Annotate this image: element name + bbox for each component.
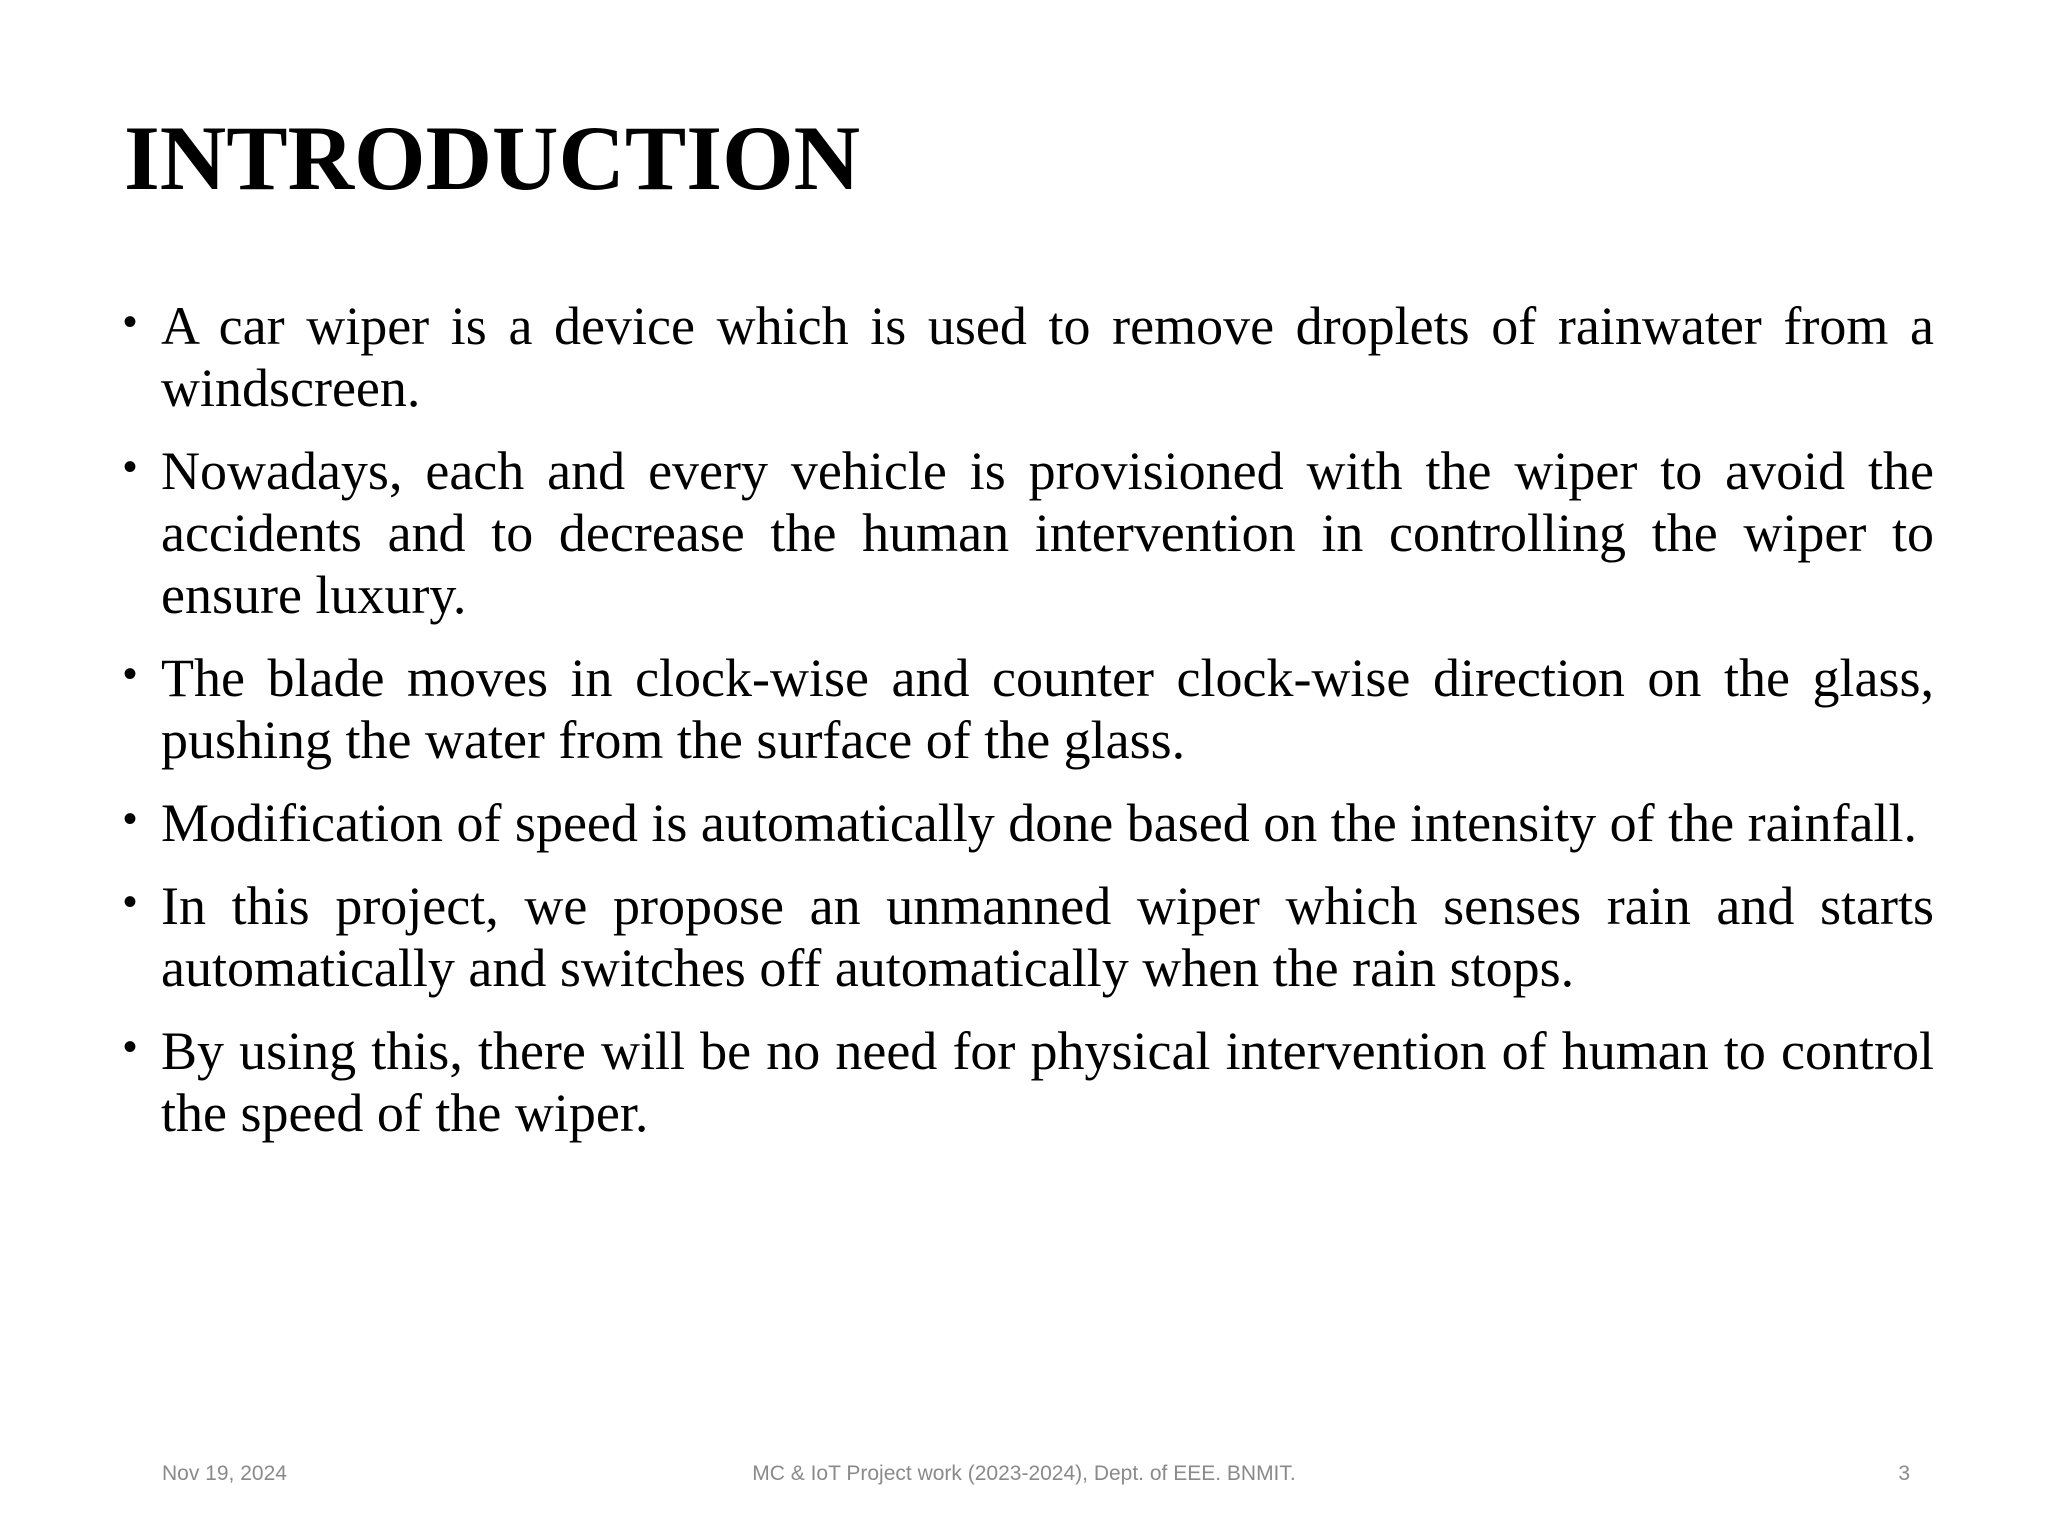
bullet-point-icon: •	[123, 880, 138, 924]
bullet-item	[118, 792, 1934, 854]
bullet-item	[118, 875, 1934, 999]
bullet-text: In this project, we propose an unmanned wiper which senses rain and starts automatically and switches off automatically when the rain stops.	[161, 876, 1934, 998]
bullet-item	[118, 295, 1934, 419]
bullet-point-icon: •	[123, 445, 138, 489]
bullet-text: By using this, there will be no need for physical intervention of human to control the speed of the wiper.	[161, 1021, 1934, 1143]
bullet-list	[118, 295, 1934, 1165]
bullet-text: The blade moves in clock-wise and counter clock-wise direction on the glass, pushing the water from the surface of the glass.	[161, 648, 1934, 770]
bullet-text: Modification of speed is automatically done based on the intensity of the rainfall.	[161, 793, 1918, 853]
bullet-point-icon: •	[123, 300, 138, 344]
bullet-item	[118, 647, 1934, 771]
bullet-point-icon: •	[123, 797, 138, 841]
slide-title: INTRODUCTION	[124, 107, 861, 209]
bullet-point-icon: •	[123, 1025, 138, 1069]
footer-date: Nov 19, 2024	[162, 1462, 287, 1485]
bullet-item	[118, 1020, 1934, 1144]
footer-title: MC & IoT Project work (2023-2024), Dept. of EEE. BNMIT.	[752, 1462, 1296, 1485]
bullet-point-icon: •	[123, 652, 138, 696]
bullet-item	[118, 440, 1934, 626]
page-number: 3	[1898, 1462, 1910, 1485]
bullet-text: Nowadays, each and every vehicle is provisioned with the wiper to avoid the accidents and to decrease the human intervention in controlling the wiper to ensure luxury.	[161, 441, 1934, 625]
bullet-text: A car wiper is a device which is used to remove droplets of rainwater from a windscreen.	[161, 296, 1934, 418]
